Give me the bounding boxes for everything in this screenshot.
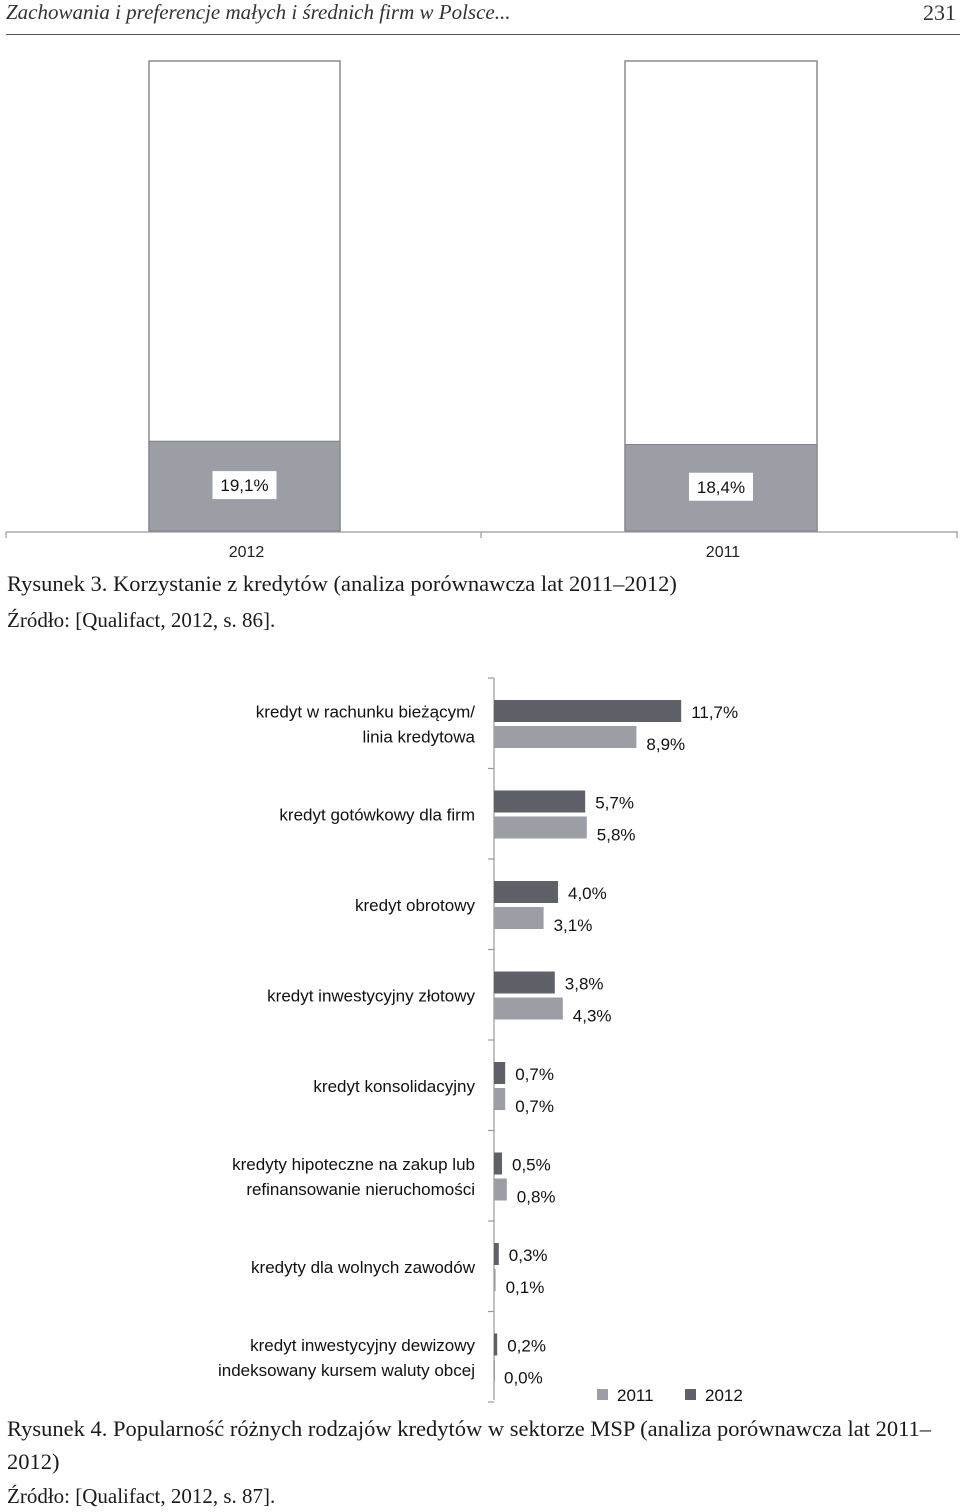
data-label-2011: 0,7% <box>515 1097 554 1116</box>
x-tick-label: 2011 <box>705 544 741 561</box>
bar-2012 <box>494 1334 497 1356</box>
figure-3-chart <box>0 0 960 570</box>
category-label: kredyt konsolidacyjny <box>313 1077 475 1096</box>
bar-2011 <box>494 1269 496 1291</box>
data-label-2012: 0,5% <box>512 1155 551 1175</box>
bar-2012 <box>494 700 681 722</box>
figure-4-caption: Rysunek 4. Popularność różnych rodzajów kredytów w sektorze MSP (analiza porównawcza lat 2011–2012) <box>7 1416 932 1474</box>
data-label-2012: 3,8% <box>564 974 604 994</box>
category-label: kredyt gotówkowy dla firm <box>279 805 475 825</box>
category-label: refinansowanie nieruchomości <box>246 1180 475 1199</box>
bar-2011 <box>494 1088 505 1110</box>
bar-2012 <box>494 1153 502 1175</box>
data-label: 19,1% <box>220 476 269 496</box>
category-label: linia kredytowa <box>362 727 475 747</box>
bar-2011 <box>494 817 587 839</box>
data-label-2011: 8,9% <box>646 735 686 754</box>
bar-2012 <box>494 1062 505 1084</box>
data-label-2012: 0,2% <box>507 1336 546 1356</box>
bar-2011 <box>494 1360 495 1382</box>
legend-label: 2011 <box>617 1386 654 1405</box>
figure-4-source: Źródło: [Qualifact, 2012, s. 87]. <box>7 1484 276 1508</box>
legend-swatch <box>685 1389 696 1400</box>
data-label-2011: 0,1% <box>505 1278 545 1297</box>
data-label-2011: 4,3% <box>572 1006 612 1026</box>
figure-4-chart <box>0 670 960 1410</box>
data-label-2011: 5,8% <box>596 825 636 845</box>
bar-2011 <box>494 1179 507 1201</box>
category-label: kredyt obrotowy <box>355 896 475 915</box>
bar-2012 <box>494 1243 499 1265</box>
page-number: 231 <box>923 0 956 25</box>
bar-2011 <box>494 907 544 929</box>
legend-label: 2012 <box>705 1386 743 1405</box>
bar-2012 <box>494 881 558 903</box>
data-label-2012: 0,3% <box>508 1246 548 1265</box>
data-label-2012: 0,7% <box>515 1065 554 1084</box>
category-label: kredyty hipoteczne na zakup lub <box>232 1155 475 1174</box>
data-label-2012: 11,7% <box>691 703 739 722</box>
category-label: kredyt w rachunku bieżącym/ <box>255 702 475 722</box>
figure-3-source: Źródło: [Qualifact, 2012, s. 86]. <box>7 608 276 632</box>
data-label-2011: 3,1% <box>553 916 593 935</box>
bar-2011 <box>494 998 563 1020</box>
bar-2011 <box>494 726 636 748</box>
data-label-2011: 0,0% <box>504 1368 543 1388</box>
running-title: Zachowania i preferencje małych i średnich firm w Polsce... <box>6 0 511 24</box>
bar-2012 <box>494 791 585 813</box>
bar-2012 <box>494 972 555 994</box>
data-label: 18,4% <box>696 477 746 497</box>
data-label-2011: 0,8% <box>516 1187 556 1207</box>
data-label-2012: 4,0% <box>568 884 607 903</box>
category-label: indeksowany kursem waluty obcej <box>217 1361 475 1380</box>
category-label: kredyty dla wolnych zawodów <box>251 1258 475 1277</box>
legend-swatch <box>597 1389 608 1400</box>
figure-3-caption: Rysunek 3. Korzystanie z kredytów (analiza porównawcza lat 2011–2012) <box>7 571 677 596</box>
data-label-2012: 5,7% <box>595 793 634 813</box>
x-tick-label: 2012 <box>228 544 265 561</box>
category-label: kredyt inwestycyjny złotowy <box>267 986 475 1006</box>
category-label: kredyt inwestycyjny dewizowy <box>250 1336 475 1355</box>
